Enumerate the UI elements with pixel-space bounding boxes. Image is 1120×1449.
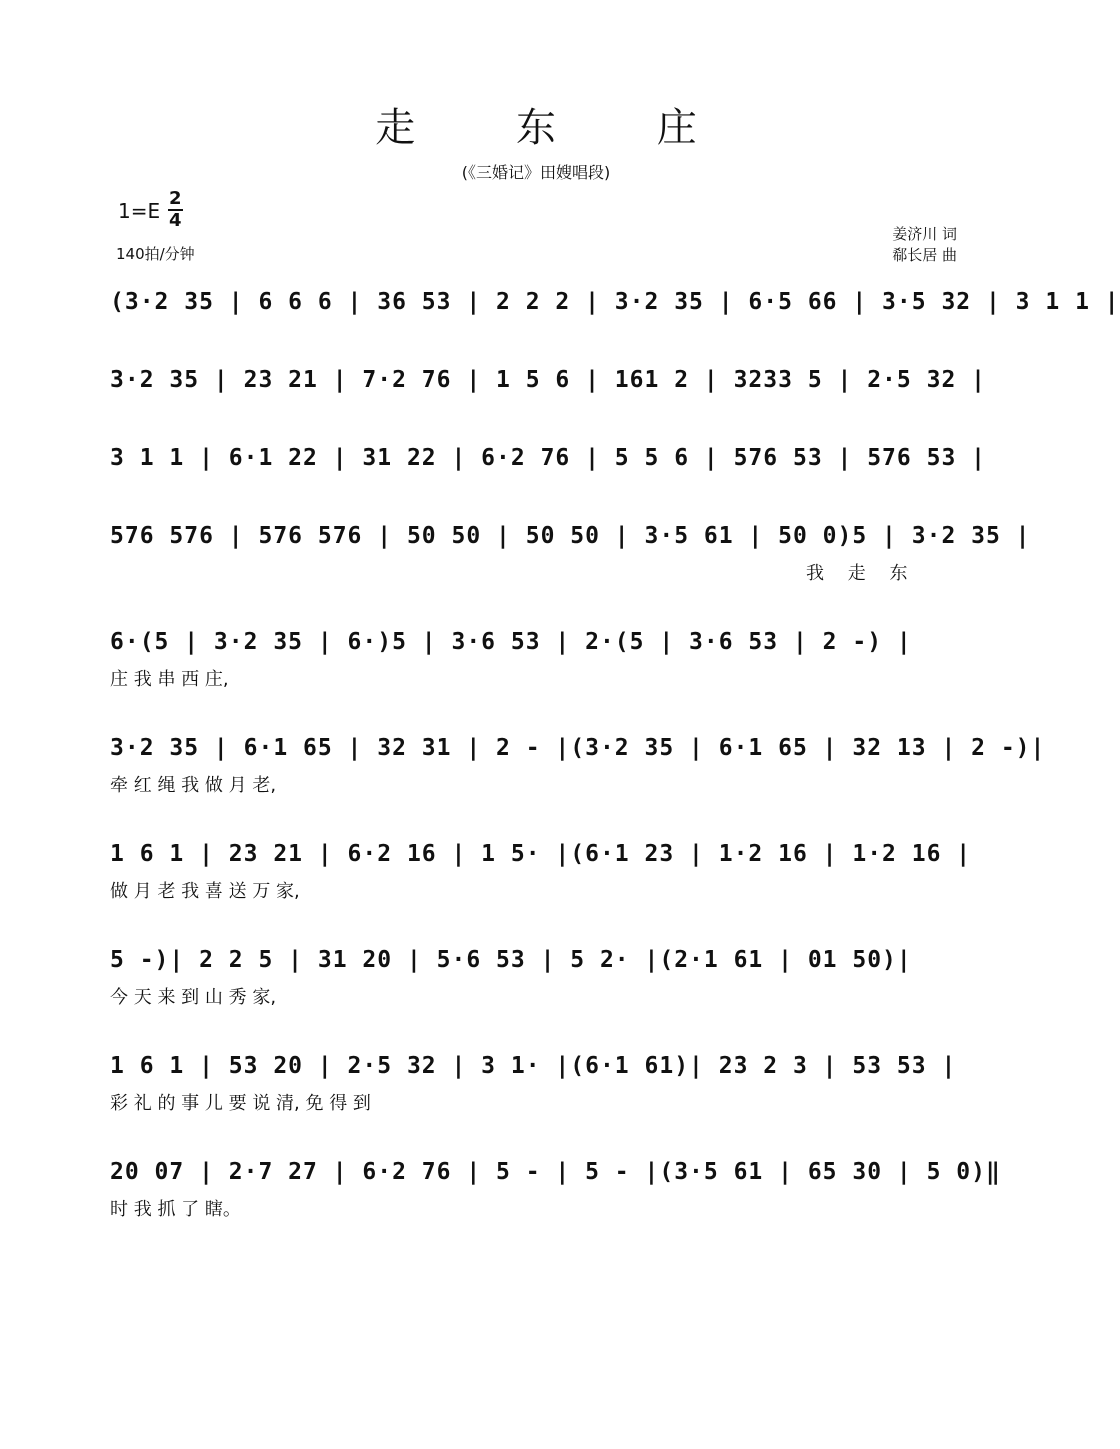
lyric-row <box>110 482 965 506</box>
score-row: 5 -)| 2 2 5 | 31 20 | 5·6 53 | 5 2· |(2·1 61 | 01 50)| <box>110 947 912 973</box>
score-row: 576 576 | 576 576 | 50 50 | 50 50 | 3·5 61 | 50 0)5 | 3·2 35 | <box>110 523 1031 549</box>
score-row: (3·2 35 | 6 6 6 | 36 53 | 2 2 2 | 3·2 35 | 6·5 66 | 3·5 32 | 3 1 1 | <box>110 289 1120 315</box>
time-signature-top: 2 <box>169 188 182 209</box>
lyric-row: 做 月 老 我 喜 送 万 家, <box>110 881 300 902</box>
lyric-row <box>110 326 965 350</box>
lyric-row: 我 走 东 <box>806 563 908 584</box>
score-row: 6·(5 | 3·2 35 | 6·)5 | 3·6 53 | 2·(5 | 3·6 53 | 2 -) | <box>110 629 912 655</box>
lyric-row: 彩 礼 的 事 儿 要 说 清, 免 得 到 <box>110 1093 371 1114</box>
score-row: 20 07 | 2·7 27 | 6·2 76 | 5 - | 5 - |(3·5 61 | 65 30 | 5 0)‖ <box>110 1159 1001 1185</box>
tempo-marking: 140拍/分钟 <box>116 245 195 263</box>
score-row: 1 6 1 | 53 20 | 2·5 32 | 3 1· |(6·1 61)| 23 2 3 | 53 53 | <box>110 1053 957 1079</box>
score-row: 3·2 35 | 23 21 | 7·2 76 | 1 5 6 | 161 2 | 3233 5 | 2·5 32 | <box>110 367 986 393</box>
lyric-row: 时 我 抓 了 瞎。 <box>110 1199 241 1220</box>
score-row: 1 6 1 | 23 21 | 6·2 16 | 1 5· |(6·1 23 | 1·2 16 | 1·2 16 | <box>110 841 972 867</box>
time-signature <box>168 189 183 231</box>
score-row: 3·2 35 | 6·1 65 | 32 31 | 2 - |(3·2 35 | 6·1 65 | 32 13 | 2 -)| <box>110 735 1046 761</box>
lyric-row <box>110 404 965 428</box>
lyric-row: 庄 我 串 西 庄, <box>110 669 229 690</box>
key-signature: 1=E <box>118 199 161 223</box>
time-signature-bottom: 4 <box>169 210 182 231</box>
lyricist: 姜济川 词 <box>892 225 957 243</box>
score-row: 3 1 1 | 6·1 22 | 31 22 | 6·2 76 | 5 5 6 | 576 53 | 576 53 | <box>110 445 986 471</box>
lyric-row: 牵 红 绳 我 做 月 老, <box>110 775 277 796</box>
credits <box>892 224 957 266</box>
song-subtitle: (《三婚记》田嫂唱段) <box>461 163 611 182</box>
composer: 郗长居 曲 <box>892 246 957 264</box>
song-title: 走 东 庄 <box>375 105 741 151</box>
lyric-row: 今 天 来 到 山 秀 家, <box>110 987 277 1008</box>
